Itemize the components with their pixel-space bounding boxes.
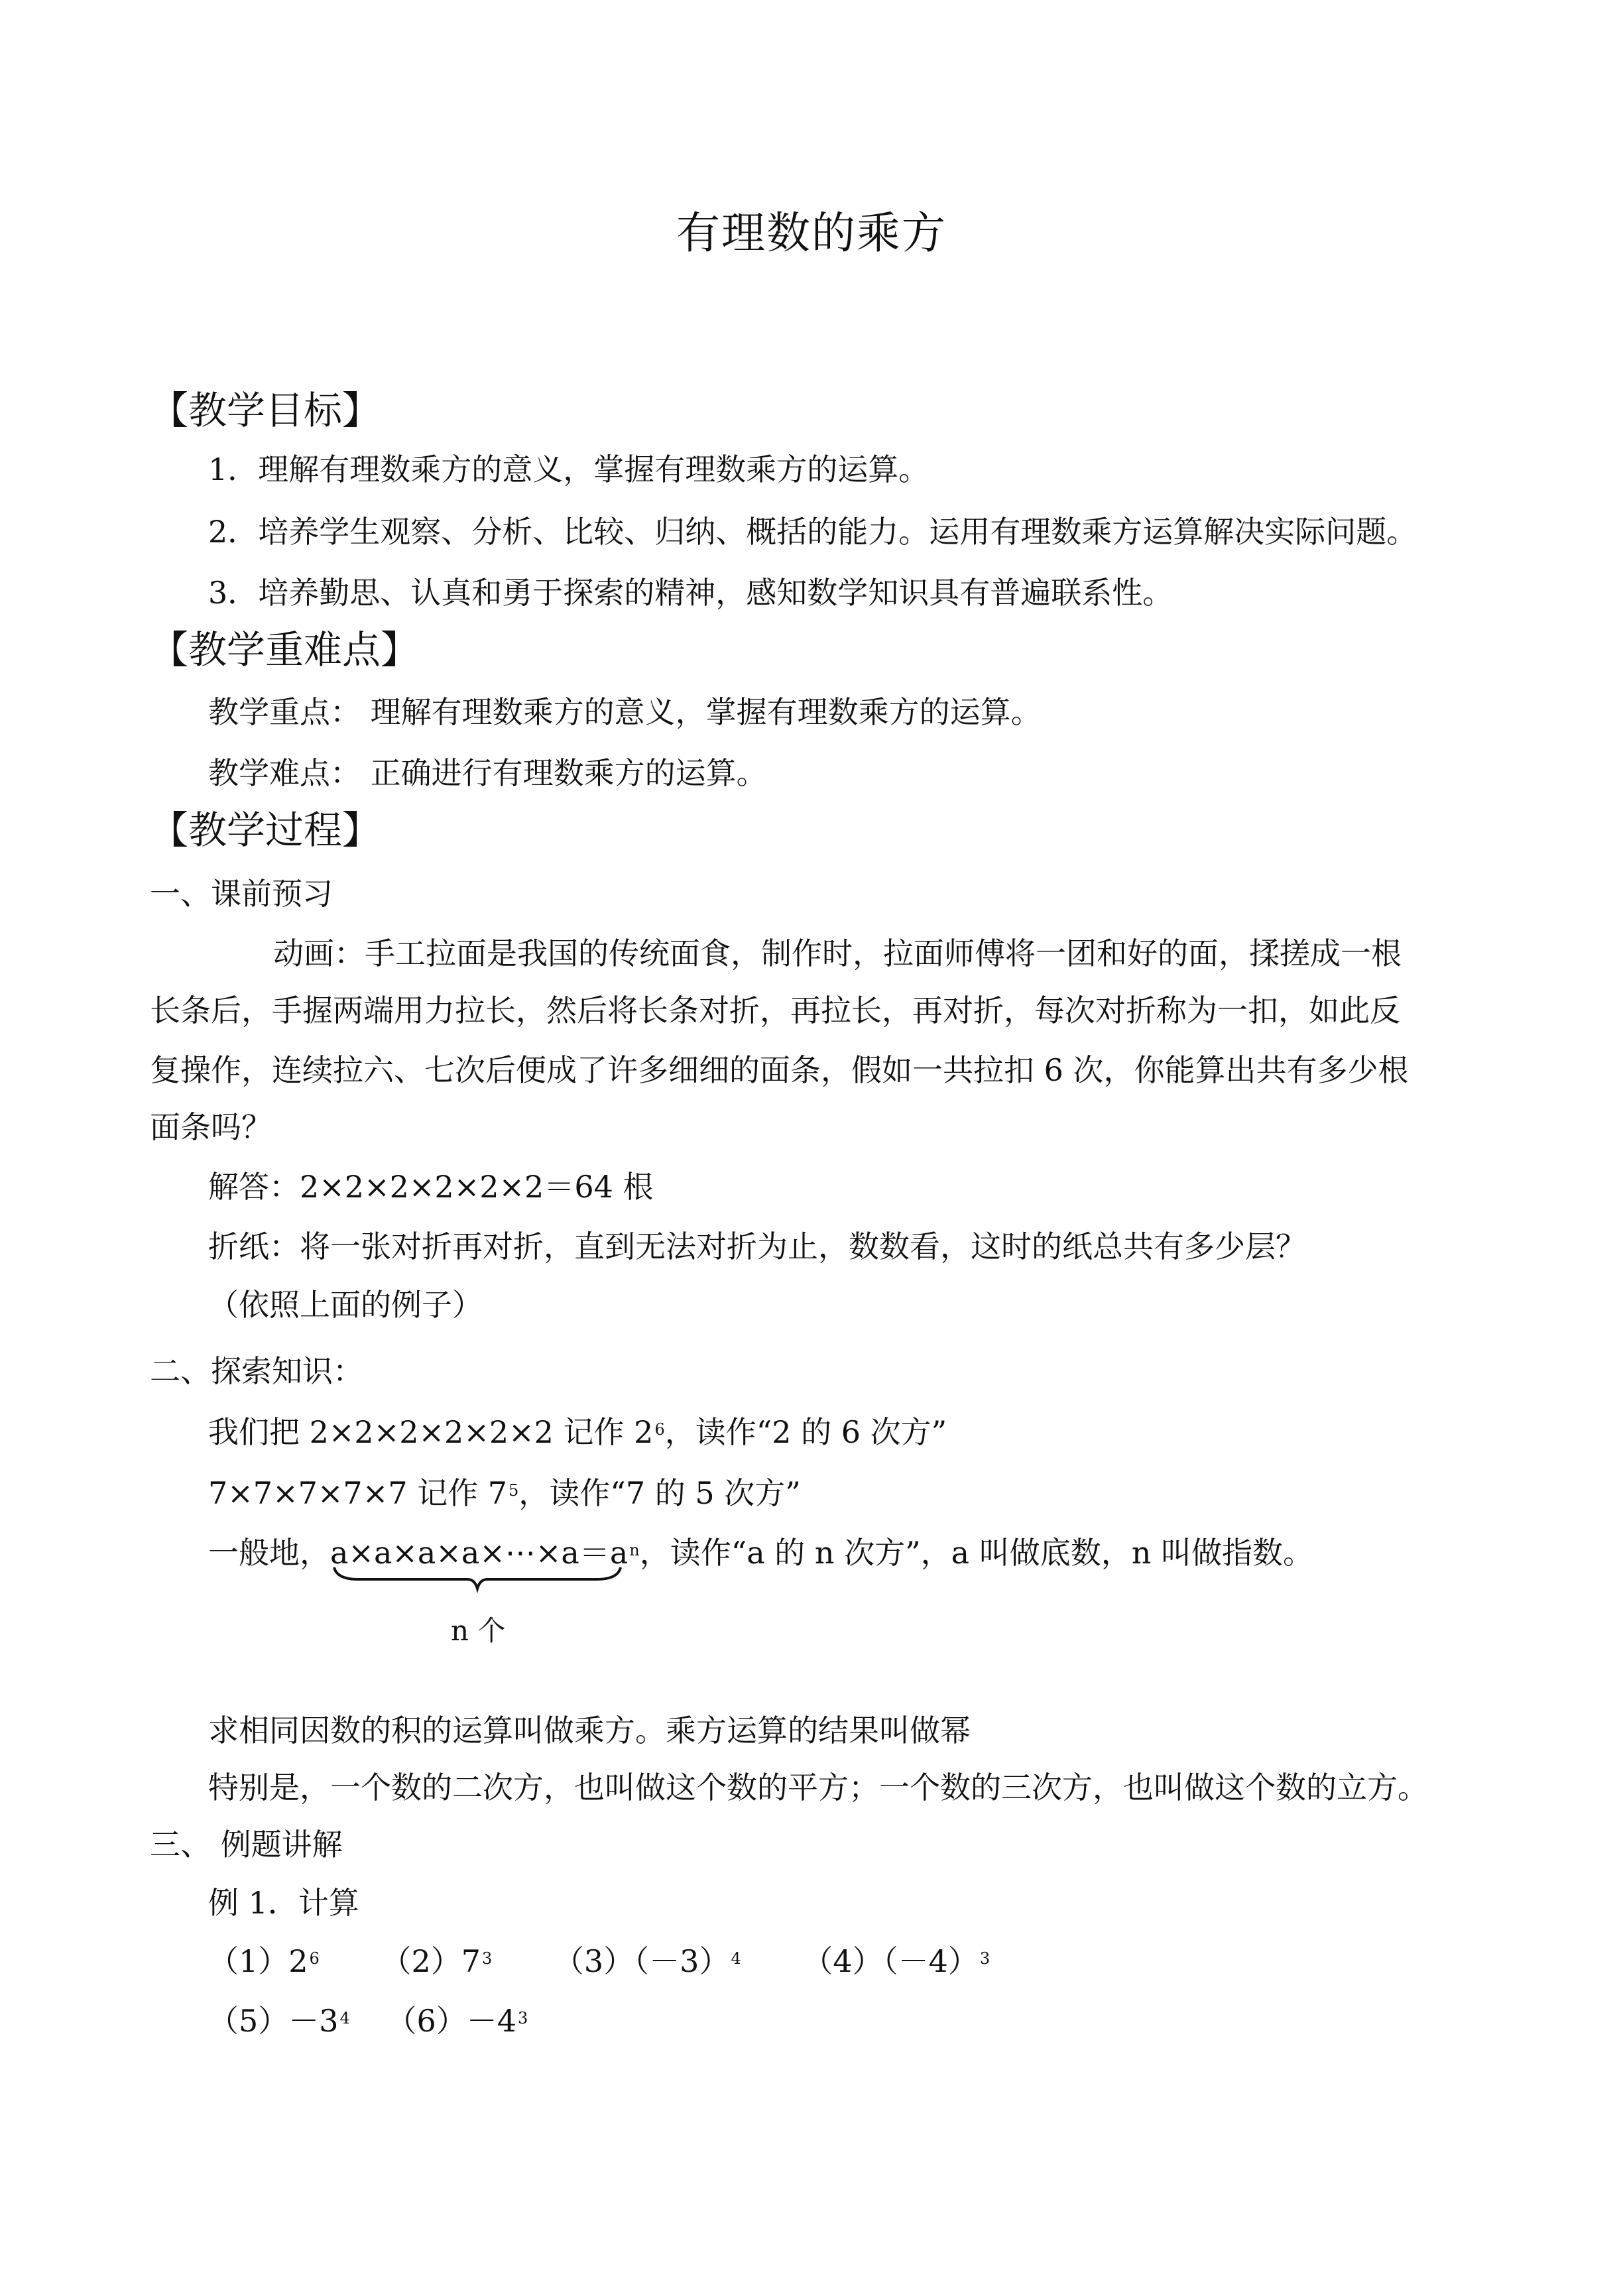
objective-item-2: 2．培养学生观察、分析、比较、归纳、概括的能力。运用有理数乘方运算解决实际问题。 xyxy=(208,514,1417,550)
animation-line-1: 动画：手工拉面是我国的传统面食，制作时，拉面师傅将一团和好的面，揉搓成一根 xyxy=(273,936,1402,971)
example-row-2 xyxy=(208,2001,528,2041)
key-point-focus: 教学重点： 理解有理数乘方的意义，掌握有理数乘方的运算。 xyxy=(208,694,1042,730)
power-example-1 xyxy=(208,1412,947,1452)
power-example-2-exponent: 5 xyxy=(509,1481,519,1500)
example-item-3 xyxy=(554,1943,741,1979)
general-exponent: n xyxy=(629,1541,640,1559)
key-point-difficulty: 教学难点： 正确进行有理数乘方的运算。 xyxy=(208,755,767,791)
power-example-1-suffix: ，读作“2 的 6 次方” xyxy=(664,1414,947,1450)
page-title: 有理数的乘方 xyxy=(676,208,947,259)
example-item-5-base: （5）－3 xyxy=(208,2003,339,2039)
example-item-4-exponent: 3 xyxy=(979,1949,991,1968)
example-1-label: 例 1．计算 xyxy=(208,1885,359,1921)
example-item-2 xyxy=(381,1943,492,1979)
example-item-6 xyxy=(386,2003,528,2039)
square-cube-note: 特别是，一个数的二次方，也叫做这个数的平方；一个数的三次方，也叫做这个数的立方。 xyxy=(208,1770,1428,1805)
animation-line-3: 复操作，连续拉六、七次后便成了许多细细的面条，假如一共拉扣 6 次，你能算出共有多少根 xyxy=(150,1052,1409,1088)
objective-item-3: 3．培养勤思、认真和勇于探索的精神，感知数学知识具有普遍联系性。 xyxy=(208,575,1173,611)
example-item-4 xyxy=(802,1943,990,1979)
example-item-1-base: （1）2 xyxy=(208,1943,308,1979)
power-example-1-exponent: 6 xyxy=(654,1420,665,1439)
example-item-5-exponent: 4 xyxy=(339,2009,350,2027)
hint-line: （依照上面的例子） xyxy=(208,1287,483,1323)
example-row-1 xyxy=(208,1941,990,1981)
animation-line-4: 面条吗？ xyxy=(150,1109,272,1145)
general-suffix: ，读作“a 的 n 次方”，a 叫做底数，n 叫做指数。 xyxy=(639,1535,1313,1571)
example-item-6-exponent: 3 xyxy=(518,2009,528,2027)
example-item-3-base: （3）（－3） xyxy=(553,1943,730,1979)
section-heading-process: 【教学过程】 xyxy=(150,808,381,853)
power-example-2 xyxy=(208,1473,801,1513)
power-example-2-suffix: ，读作“7 的 5 次方” xyxy=(518,1475,801,1511)
example-item-2-base: （2）7 xyxy=(381,1943,481,1979)
general-prefix: 一般地， xyxy=(208,1535,330,1571)
example-item-6-base: （6）－4 xyxy=(386,2003,516,2039)
animation-line-2: 长条后，手握两端用力拉长，然后将长条对折，再拉长，再对折，每次对折称为一扣，如此反 xyxy=(150,993,1400,1028)
example-item-2-exponent: 3 xyxy=(482,1949,493,1968)
general-expression: a×a×a×a×⋯×a＝a xyxy=(330,1535,629,1571)
power-example-2-prefix: 7×7×7×7×7 记作 7 xyxy=(208,1475,508,1511)
power-definition: 求相同因数的积的运算叫做乘方。乘方运算的结果叫做幂 xyxy=(208,1713,971,1748)
underbrace-icon xyxy=(331,1562,623,1602)
example-item-3-exponent: 4 xyxy=(731,1949,741,1968)
example-item-1 xyxy=(208,1943,320,1979)
section-heading-objectives: 【教学目标】 xyxy=(150,388,381,433)
examples-heading: 三、 例题讲解 xyxy=(150,1827,343,1862)
example-item-5 xyxy=(208,2003,350,2039)
example-item-1-exponent: 6 xyxy=(309,1949,320,1968)
example-item-4-base: （4）（－4） xyxy=(802,1943,979,1979)
explore-heading: 二、探索知识： xyxy=(150,1353,363,1389)
preview-heading: 一、课前预习 xyxy=(150,876,333,912)
brace-count-label: n 个 xyxy=(451,1614,506,1647)
answer-line: 解答：2×2×2×2×2×2＝64 根 xyxy=(208,1169,654,1205)
power-example-1-prefix: 我们把 2×2×2×2×2×2 记作 2 xyxy=(208,1414,654,1450)
folding-line: 折纸：将一张对折再对折，直到无法对折为止，数数看，这时的纸总共有多少层？ xyxy=(208,1229,1306,1264)
objective-item-1: 1．理解有理数乘方的意义，掌握有理数乘方的运算。 xyxy=(208,452,930,487)
section-heading-key-points: 【教学重难点】 xyxy=(150,627,420,672)
